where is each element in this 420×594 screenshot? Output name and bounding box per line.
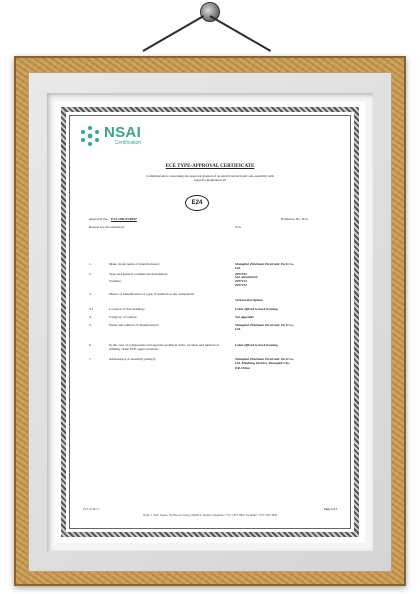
nsai-logo	[79, 125, 141, 147]
hanging-wire-left	[143, 15, 205, 52]
certificate-paper	[55, 101, 365, 543]
approval-label: Approval No.	[89, 217, 109, 221]
certificate-content	[73, 117, 347, 527]
footer-page: Page 1 of 3	[324, 508, 337, 512]
item-value: See appendix	[235, 315, 255, 319]
item-number: 5.	[89, 323, 92, 327]
item-value: Shanghai Zhichuan Electronic Tech Co., Ltd.	[235, 323, 295, 332]
item-value: Shanghai Zhichuan Electronic Tech Co., Ltd. Minhang District, Shanghai City, P.R.China	[235, 357, 295, 370]
item-value: See Attachment	[235, 275, 258, 279]
item-number: 1.	[89, 262, 92, 266]
frame-inner-mat	[47, 93, 373, 551]
item-number: 4.	[89, 315, 92, 319]
picture-frame	[14, 56, 406, 586]
footer-address: NSAI, 1 Swift Square, Northwood, Santry, Dublin 9, Ireland. Telephone: +353 1 807 3800, Facsimile: +353 1 807 3844	[142, 513, 278, 517]
item-label: Variants:	[109, 279, 122, 283]
item-value: ZH7154	[235, 279, 247, 283]
nsai-logo-icon	[79, 125, 101, 147]
reason-label: Reason for the extension:	[89, 225, 125, 229]
logo-wordmark: NSAI	[104, 123, 142, 141]
extension-label: Extension No.	[281, 217, 302, 221]
item-number: 7.	[89, 357, 92, 361]
e-mark-symbol: E24	[185, 195, 209, 211]
certificate-footer	[83, 508, 337, 517]
extension-number: N/A	[301, 217, 308, 221]
item-value: Shanghai Zhichuan Electronic Tech Co., Ltd.	[235, 262, 295, 271]
item-label: Make (trade name of manufacturer):	[109, 262, 160, 266]
item-label: Address(es) of assembly plant(s):	[109, 357, 156, 361]
item-number: 3.	[89, 292, 92, 296]
frame-mat	[28, 72, 392, 572]
item-value: Label affixed to back housing	[235, 307, 278, 311]
item-label: Location of that marking:	[109, 307, 145, 311]
item-value: ZH7165	[235, 272, 247, 276]
certificate-intro: Communication concerning the approval granted of an electrical/electronic sub-assembly with regard to Regulation 10	[146, 174, 274, 183]
logo-subtitle: Certification	[114, 139, 142, 146]
item-label: In the case of components and separate technical units, location and method of affixing of the ECE approval mark:	[109, 343, 220, 352]
item-number: 3.1	[89, 307, 94, 311]
certificate-title: ECE TYPE-APPROVAL CERTIFICATE	[165, 164, 255, 169]
item-label: Type and general commercial description:	[109, 272, 168, 276]
extension-row	[281, 217, 308, 221]
item-number: 2.	[89, 272, 92, 276]
item-value: ZH7152	[235, 283, 247, 287]
item-value: Variant description	[235, 298, 263, 302]
item-number: 6.	[89, 343, 92, 347]
item-label: Name and address of manufacturer:	[109, 323, 159, 327]
reason-value: N/A	[235, 225, 242, 229]
item-label: Means of identification of type, if marked on the component:	[109, 292, 195, 296]
hanging-wire-right	[210, 15, 272, 52]
approval-number: E24-10R-05/0042	[111, 217, 137, 221]
footer-reference: ECE-10 Rev 5	[83, 508, 100, 512]
item-value: Label affixed to back housing	[235, 343, 278, 347]
approval-number-row	[89, 217, 137, 221]
item-label: Category of vehicle:	[109, 315, 138, 319]
